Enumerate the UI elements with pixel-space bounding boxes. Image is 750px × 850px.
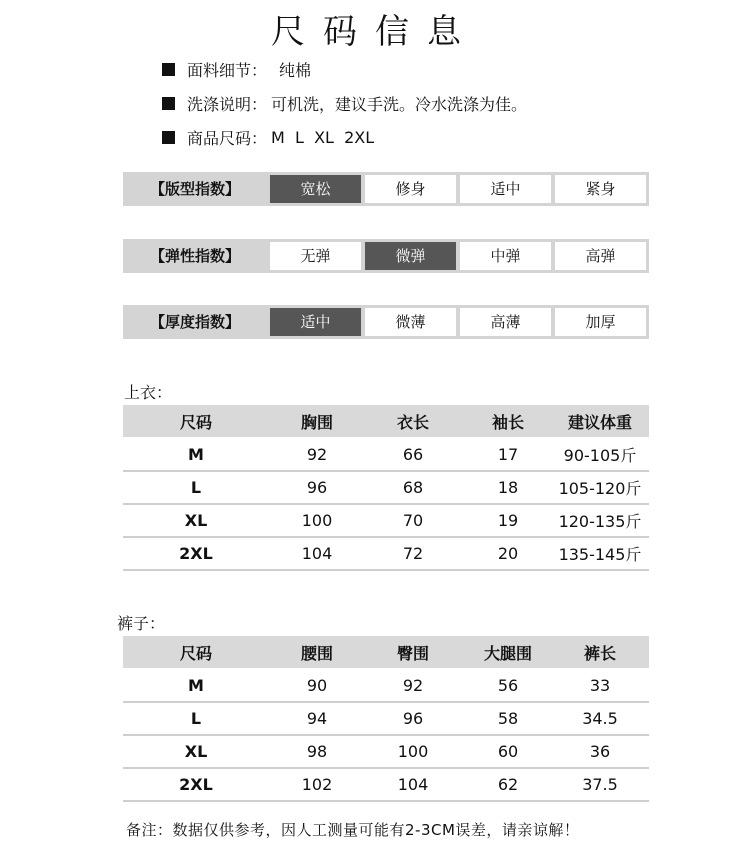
header-cell: 腰围 bbox=[300, 643, 333, 663]
table-cell: 92 bbox=[402, 676, 424, 695]
size-cell: XL bbox=[184, 742, 208, 761]
table-cell: 92 bbox=[306, 445, 328, 464]
info-value: 可机洗，建议手洗。冷水洗涤为佳。 bbox=[271, 94, 528, 114]
thickness-index-bar bbox=[123, 305, 649, 339]
thickness-option-regular: 适中 bbox=[270, 308, 361, 336]
header-cell: 臀围 bbox=[396, 643, 429, 663]
table-cell: 36 bbox=[589, 742, 611, 761]
pants-section-title: 裤子： bbox=[117, 614, 166, 633]
table-cell: 100 bbox=[301, 511, 333, 530]
product-info bbox=[162, 52, 527, 154]
size-cell: L bbox=[190, 478, 202, 497]
header-cell: 尺码 bbox=[179, 412, 212, 432]
info-label: 洗涤说明： bbox=[187, 94, 268, 114]
info-value: 纯棉 bbox=[279, 60, 312, 80]
page-title: 尺码信息 bbox=[271, 12, 479, 52]
table-cell: 60 bbox=[497, 742, 519, 761]
table-cell: 90-105斤 bbox=[563, 446, 637, 465]
table-cell: 96 bbox=[402, 709, 424, 728]
table-cell: 90 bbox=[306, 676, 328, 695]
table-cell: 96 bbox=[306, 478, 328, 497]
tops-table-header bbox=[123, 405, 649, 437]
index-label: 【弹性指数】 bbox=[149, 247, 240, 265]
square-bullet-icon bbox=[162, 131, 175, 144]
size-cell: 2XL bbox=[179, 544, 213, 563]
table-cell: 34.5 bbox=[582, 709, 618, 728]
table-cell: 94 bbox=[306, 709, 328, 728]
table-row bbox=[123, 703, 649, 736]
table-row bbox=[123, 736, 649, 769]
table-cell: 18 bbox=[497, 478, 519, 497]
table-cell: 72 bbox=[402, 544, 424, 563]
info-label: 面料细节： bbox=[187, 60, 268, 80]
header-cell: 衣长 bbox=[396, 412, 429, 432]
info-row-sizes bbox=[162, 120, 527, 154]
table-cell: 66 bbox=[402, 445, 424, 464]
thickness-option-very-thin: 高薄 bbox=[460, 308, 551, 336]
table-cell: 98 bbox=[306, 742, 328, 761]
fit-index-bar bbox=[123, 172, 649, 206]
index-label: 【版型指数】 bbox=[149, 180, 240, 198]
table-row bbox=[123, 769, 649, 802]
table-cell: 20 bbox=[497, 544, 519, 563]
table-cell: 102 bbox=[301, 775, 333, 794]
table-cell: 68 bbox=[402, 478, 424, 497]
table-cell: 135-145斤 bbox=[558, 545, 642, 564]
table-cell: 62 bbox=[497, 775, 519, 794]
square-bullet-icon bbox=[162, 63, 175, 76]
table-row bbox=[123, 439, 649, 472]
table-row bbox=[123, 505, 649, 538]
index-label: 【厚度指数】 bbox=[149, 313, 240, 331]
fit-option-tight: 紧身 bbox=[555, 175, 646, 203]
elasticity-index-bar bbox=[123, 239, 649, 273]
table-cell: 120-135斤 bbox=[558, 512, 642, 531]
fit-option-loose: 宽松 bbox=[270, 175, 361, 203]
table-cell: 58 bbox=[497, 709, 519, 728]
table-cell: 70 bbox=[402, 511, 424, 530]
size-cell: M bbox=[188, 676, 204, 695]
elastic-option-slight: 微弹 bbox=[365, 242, 456, 270]
fit-option-regular: 适中 bbox=[460, 175, 551, 203]
header-cell: 尺码 bbox=[179, 643, 212, 663]
table-cell: 33 bbox=[589, 676, 611, 695]
info-label: 商品尺码： bbox=[187, 128, 268, 148]
table-cell: 105-120斤 bbox=[558, 479, 642, 498]
table-cell: 37.5 bbox=[582, 775, 618, 794]
footnote: 备注：数据仅供参考，因人工测量可能有2-3CM误差，请亲谅解！ bbox=[126, 821, 580, 839]
thickness-option-thin: 微薄 bbox=[365, 308, 456, 336]
pants-table-header bbox=[123, 636, 649, 668]
table-cell: 19 bbox=[497, 511, 519, 530]
table-cell: 56 bbox=[497, 676, 519, 695]
info-value: M L XL 2XL bbox=[271, 127, 375, 147]
elastic-option-none: 无弹 bbox=[270, 242, 361, 270]
table-cell: 17 bbox=[497, 445, 519, 464]
header-cell: 袖长 bbox=[491, 412, 524, 432]
table-cell: 104 bbox=[397, 775, 429, 794]
size-cell: L bbox=[190, 709, 202, 728]
header-cell: 裤长 bbox=[583, 643, 616, 663]
square-bullet-icon bbox=[162, 97, 175, 110]
elastic-option-high: 高弹 bbox=[555, 242, 646, 270]
table-row bbox=[123, 472, 649, 505]
fit-option-slim: 修身 bbox=[365, 175, 456, 203]
table-cell: 104 bbox=[301, 544, 333, 563]
tops-section-title: 上衣： bbox=[124, 383, 173, 402]
size-cell: 2XL bbox=[179, 775, 213, 794]
size-cell: XL bbox=[184, 511, 208, 530]
table-row bbox=[123, 670, 649, 703]
header-cell: 建议体重 bbox=[567, 412, 632, 432]
table-row bbox=[123, 538, 649, 571]
info-row-washing bbox=[162, 86, 527, 120]
info-row-fabric bbox=[162, 52, 527, 86]
thickness-option-thick: 加厚 bbox=[555, 308, 646, 336]
header-cell: 胸围 bbox=[300, 412, 333, 432]
size-cell: M bbox=[188, 445, 204, 464]
header-cell: 大腿围 bbox=[483, 643, 532, 663]
elastic-option-medium: 中弹 bbox=[460, 242, 551, 270]
table-cell: 100 bbox=[397, 742, 429, 761]
